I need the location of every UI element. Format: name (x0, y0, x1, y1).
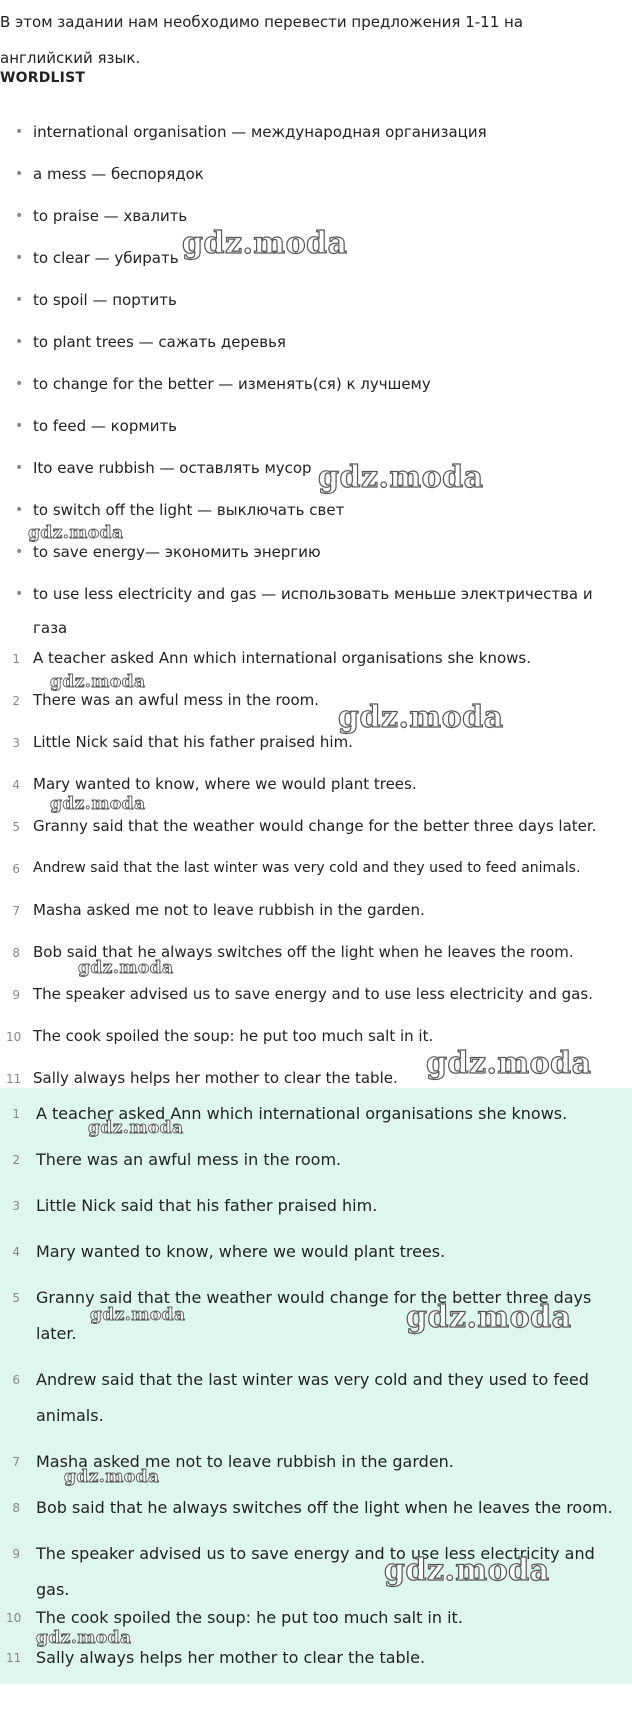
bullet-icon: • (15, 292, 24, 308)
answer-box-number: 7 (12, 1455, 20, 1469)
answer-box-number: 3 (12, 1199, 20, 1213)
wordlist-item-text: Ito eave rubbish — оставлять мусор (33, 459, 312, 477)
answer-text: A teacher asked Ann which international organisations she knows. (33, 649, 532, 667)
watermark: gdz.moda (88, 1118, 184, 1138)
watermark: gdz.moda (384, 1553, 550, 1588)
watermark: gdz.moda (50, 672, 146, 692)
answer-text: There was an awful mess in the room. (33, 691, 320, 709)
wordlist-item-text: international organisation — международная организация (33, 123, 487, 141)
answer-text: The cook spoiled the soup: he put too much salt in it. (33, 1027, 434, 1045)
answer-text: Little Nick said that his father praised him. (33, 733, 353, 751)
wordlist-item-text: to use less electricity and gas — использовать меньше электричества и газа (33, 585, 593, 637)
wordlist-item-text: to praise — хвалить (33, 207, 188, 225)
answer-box-number: 9 (12, 1547, 20, 1561)
answer-text: Sally always helps her mother to clear the table. (33, 1069, 398, 1087)
answer-box-text: There was an awful mess in the room. (36, 1150, 342, 1169)
answer-text: Bob said that he always switches off the light when he leaves the room. (33, 943, 574, 961)
answer-number: 6 (12, 862, 20, 876)
watermark: gdz.moda (36, 1628, 132, 1648)
wordlist-title: WORDLIST (0, 70, 86, 86)
answer-box-text: Andrew said that the last winter was very cold and they used to feed animals. (36, 1370, 589, 1425)
bullet-icon: • (15, 418, 24, 434)
answer-text: Masha asked me not to leave rubbish in the garden. (33, 901, 425, 919)
bullet-icon: • (15, 208, 24, 224)
answer-number: 2 (12, 694, 20, 708)
bullet-icon: • (15, 124, 24, 140)
answer-box-number: 5 (12, 1291, 20, 1305)
answer-number: 11 (6, 1072, 22, 1086)
wordlist-item-text: to save energy— экономить энергию (33, 543, 321, 561)
answer-box-number: 1 (12, 1107, 20, 1121)
watermark: gdz.moda (78, 958, 174, 978)
bullet-icon: • (15, 586, 24, 602)
bullet-icon: • (15, 460, 24, 476)
wordlist-item-text: to clear — убирать (33, 249, 179, 267)
watermark: gdz.moda (338, 700, 504, 735)
answer-number: 7 (12, 904, 20, 918)
answer-box-text: Mary wanted to know, where we would plant trees. (36, 1242, 446, 1261)
bullet-icon: • (15, 376, 24, 392)
watermark: gdz.moda (28, 523, 124, 543)
intro-text: В этом задании нам необходимо перевести предложения 1-11 на английский язык. (0, 13, 524, 67)
bullet-icon: • (15, 502, 24, 518)
watermark: gdz.moda (182, 226, 348, 261)
watermark: gdz.moda (406, 1300, 572, 1335)
wordlist-item-text: to change for the better — изменять(ся) к лучшему (33, 375, 431, 393)
wordlist-item-text: to plant trees — сажать деревья (33, 333, 286, 351)
answer-number: 10 (6, 1030, 22, 1044)
bullet-icon: • (15, 166, 24, 182)
bullet-icon: • (15, 544, 24, 560)
watermark: gdz.moda (50, 794, 146, 814)
answer-box-number: 8 (12, 1501, 20, 1515)
answer-text: Mary wanted to know, where we would plant trees. (33, 775, 417, 793)
answer-number: 5 (12, 820, 20, 834)
wordlist-item-text: to spoil — портить (33, 291, 177, 309)
answer-box-text: The cook spoiled the soup: he put too much salt in it. (36, 1608, 463, 1627)
answer-box-text: Little Nick said that his father praised him. (36, 1196, 378, 1215)
bullet-icon: • (15, 334, 24, 350)
wordlist-item-text: a mess — беспорядок (33, 165, 204, 183)
answer-box-text: A teacher asked Ann which international organisations she knows. (36, 1104, 568, 1123)
answer-box-text: Granny said that the weather would change for the better three days later. (36, 1288, 592, 1343)
answer-text: The speaker advised us to save energy and to use less electricity and gas. (33, 985, 593, 1003)
watermark: gdz.moda (64, 1467, 160, 1487)
answer-text: Andrew said that the last winter was very cold and they used to feed animals. (33, 860, 581, 876)
watermark: gdz.moda (90, 1305, 186, 1325)
answer-box-text: The speaker advised us to save energy and to use less electricity and gas. (36, 1544, 595, 1599)
wordlist-item-text: to feed — кормить (33, 417, 178, 435)
answer-box-number: 10 (6, 1611, 22, 1625)
bullet-icon: • (15, 250, 24, 266)
answer-box-number: 2 (12, 1153, 20, 1167)
answer-number: 8 (12, 946, 20, 960)
answer-text: Granny said that the weather would change for the better three days later. (33, 817, 597, 835)
watermark: gdz.moda (426, 1046, 592, 1081)
answer-number: 1 (12, 652, 20, 666)
wordlist-item-text: to switch off the light — выключать свет (33, 501, 345, 519)
answer-box-number: 6 (12, 1373, 20, 1387)
answer-box-text: Masha asked me not to leave rubbish in the garden. (36, 1452, 454, 1471)
answer-box-text: Sally always helps her mother to clear the table. (36, 1648, 426, 1667)
watermark: gdz.moda (318, 460, 484, 495)
answer-number: 4 (12, 778, 20, 792)
answer-number: 3 (12, 736, 20, 750)
answer-number: 9 (12, 988, 20, 1002)
answer-box-text: Bob said that he always switches off the light when he leaves the room. (36, 1498, 613, 1517)
answer-box-number: 11 (6, 1651, 22, 1665)
answer-box-number: 4 (12, 1245, 20, 1259)
